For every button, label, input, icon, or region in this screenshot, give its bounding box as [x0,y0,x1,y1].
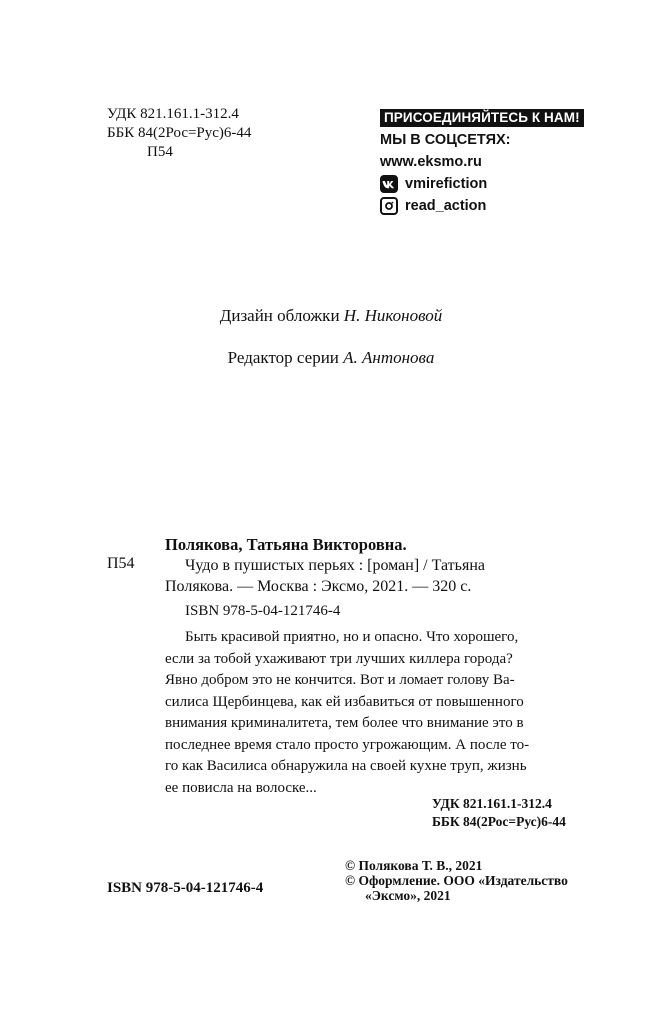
copyright-design-line-2: «Эксмо», 2021 [365,888,451,903]
instagram-handle: read_action [405,198,487,214]
footer-isbn: ISBN 978-5-04-121746-4 [107,880,264,896]
footer-udk: УДК 821.161.1-312.4 [432,796,552,811]
annotation [165,627,585,799]
social-block [380,107,584,217]
author-sign: П54 [147,144,173,160]
vk-row[interactable] [380,173,584,195]
author-heading: Полякова, Татьяна Викторовна. [165,535,407,554]
footer-classification [432,795,566,831]
annotation-line: силиса Щербинцева, как ей избавиться от повышенного [165,693,524,710]
bib-isbn: ISBN 978-5-04-121746-4 [185,603,341,619]
annotation-line: внимания криминалитета, тем более что внимание это в [165,715,524,731]
social-subtitle: МЫ В СОЦСЕТЯХ: [380,132,511,148]
instagram-row[interactable] [380,195,584,217]
title-line-2: Полякова. — Москва : Эксмо, 2021. — 320 с. [165,578,472,595]
classification-block [107,105,251,162]
annotation-line: го как Василиса обнаружила на своей кухне труп, жизнь [165,758,527,774]
join-banner: ПРИСОЕДИНЯЙТЕСЬ К НАМ! [380,109,584,127]
footer-bbk: ББК 84(2Рос=Рус)6-44 [432,814,566,829]
editor-name: А. Антонова [343,348,435,367]
vk-icon [380,175,398,193]
bibliographic-record [165,534,585,597]
copyright-design-line-1: © Оформление. ООО «Издательство [345,873,568,888]
website-link[interactable]: www.eksmo.ru [380,154,482,170]
cover-label: Дизайн обложки [219,306,340,325]
copyright-block [345,858,568,903]
title-line-1: Чудо в пушистых перьях : [роман] / Татьяна [185,557,485,574]
editor-label: Редактор серии [227,348,339,367]
cover-designer: Н. Никоновой [343,306,443,325]
bib-author-sign: П54 [107,555,135,572]
copyright-author: © Полякова Т. В., 2021 [345,858,483,873]
annotation-line: ее повисла на волоске... [165,779,317,796]
instagram-icon [380,197,398,215]
annotation-line: последнее время стало просто угрожающим. А после то- [165,736,530,753]
series-editor-credit [0,348,662,368]
udk-code: УДК 821.161.1-312.4 [107,106,239,122]
annotation-line: если за тобой ухаживают три лучших киллера города? [165,650,513,667]
cover-design-credit [0,306,662,326]
vk-handle: vmirefiction [405,176,488,192]
annotation-line: Быть красивой приятно, но и опасно. Что хорошего, [185,629,519,645]
bbk-code: ББК 84(2Рос=Рус)6-44 [107,125,252,141]
annotation-line: Явно добром это не кончится. Вот и ломает голову Ва- [165,672,515,688]
